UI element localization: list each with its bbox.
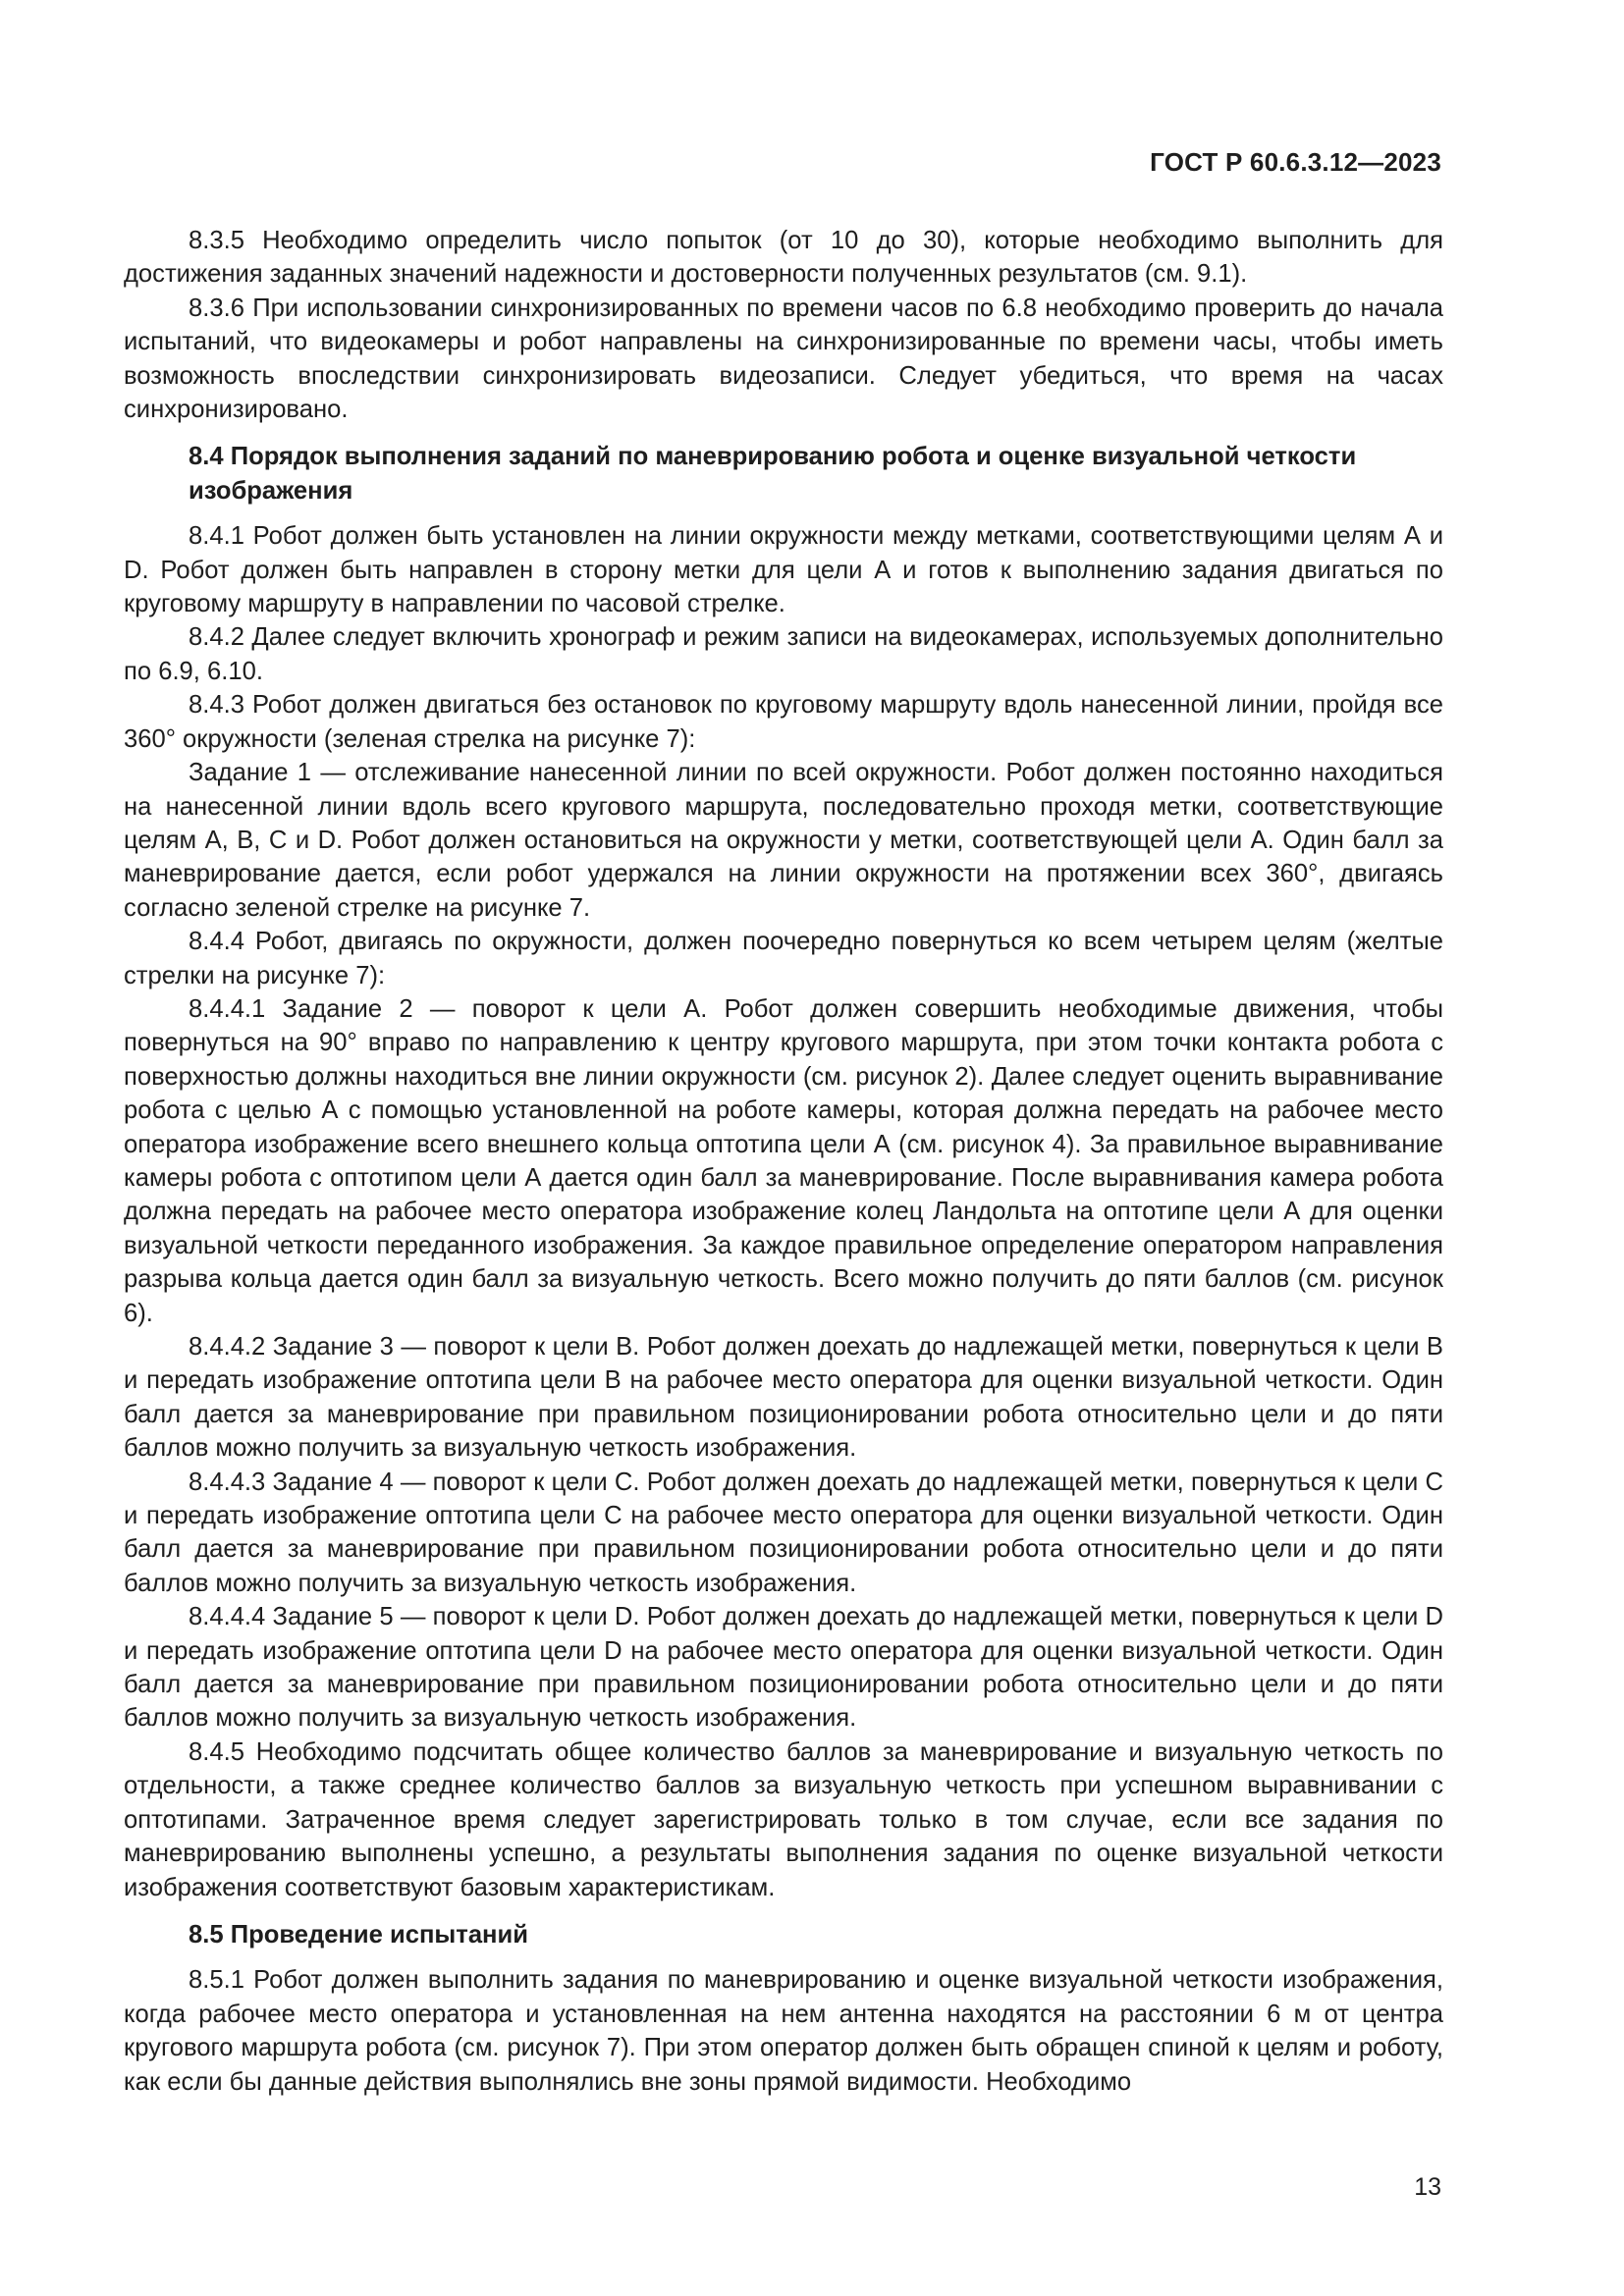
paragraph-8-4-5: 8.4.5 Необходимо подсчитать общее количество баллов за маневрирование и визуальную четкость по отдельности, а также среднее количество баллов за визуальную четкость при успешном выравнивании с оптотипами. Затраченное время следует зарегистрировать только в том случае, если все задания по маневрированию выполнены успешно, а результаты выполнения задания по оценке визуальной четкости изображения соответствуют базовым характеристикам. [124, 1737, 1443, 1901]
paragraph-8-3-5: 8.3.5 Необходимо определить число попыток (от 10 до 30), которые необходимо выполнить для достижения заданных значений надежности и достоверности полученных результатов (см. 9.1). [124, 227, 1443, 289]
document-code-header: ГОСТ Р 60.6.3.12—2023 [1150, 147, 1441, 177]
paragraph-8-4-4: 8.4.4 Робот, двигаясь по окружности, должен поочередно повернуться ко всем четырем целям (желтые стрелки на рисунке 7): [124, 928, 1443, 989]
paragraph-8-5-1: 8.5.1 Робот должен выполнить задания по маневрированию и оценке визуальной четкости изображения, когда рабочее место оператора и установленная на нем антенна находятся на расстоянии 6 м от центра кругового маршрута робота (см. рисунок 7). При этом оператор должен быть обращен спиной к целям и роботу, как если бы данные действия выполнялись вне зоны прямой видимости. Необходимо [124, 1966, 1443, 2096]
paragraph-8-4-4-2: 8.4.4.2 Задание 3 — поворот к цели В. Робот должен доехать до надлежащей метки, повернуться к цели В и передать изображение оптотипа цели В на рабочее место оператора для оценки визуальной четкости. Один балл дается за маневрирование при правильном позиционировании робота относительно цели и до пяти баллов можно получить за визуальную четкость изображения. [124, 1333, 1443, 1463]
paragraph-8-4-1: 8.4.1 Робот должен быть установлен на линии окружности между метками, соответствующими целям А и D. Робот должен быть направлен в сторону метки для цели А и готов к выполнению задания двигаться по круговому маршруту в направлении по часовой стрелке. [124, 522, 1443, 618]
section-heading-8-5: 8.5 Проведение испытаний [189, 1920, 528, 1949]
page-number: 13 [1414, 2173, 1441, 2201]
paragraph-8-3-6: 8.3.6 При использовании синхронизированных по времени часов по 6.8 необходимо проверить до начала испытаний, что видеокамеры и робот направлены на синхронизированные по времени часы, чтобы иметь возможность впоследствии синхронизировать видеозаписи. Следует убедиться, что время на часах синхронизировано. [124, 294, 1443, 424]
paragraph-8-4-4-1: 8.4.4.1 Задание 2 — поворот к цели А. Робот должен совершить необходимые движения, чтобы повернуться на 90° вправо по направлению к центру кругового маршрута, при этом точки контакта робота с поверхностью должны находиться вне линии окружности (см. рисунок 2). Далее следует оценить выравнивание робота с целью А с помощью установленной на роботе камеры, которая должна передать на рабочее место оператора изображение всего внешнего кольца оптотипа цели А (см. рисунок 4). За правильное выравнивание камеры робота с оптотипом цели А дается один балл за маневрирование. После выравнивания камера робота должна передать на рабочее место оператора изображение колец Ландольта на оптотипе цели А для оценки визуальной четкости переданного изображения. За каждое правильное определение оператором направления разрыва кольца дается один балл за визуальную четкость. Всего можно получить до пяти баллов (см. рисунок 6). [124, 994, 1443, 1327]
paragraph-8-4-3: 8.4.3 Робот должен двигаться без остановок по круговому маршруту вдоль нанесенной линии, пройдя все 360° окружности (зеленая стрелка на рисунке 7): [124, 691, 1443, 753]
paragraph-8-4-4-4: 8.4.4.4 Задание 5 — поворот к цели D. Робот должен доехать до надлежащей метки, повернуться к цели D и передать изображение оптотипа цели D на рабочее место оператора для оценки визуальной четкости. Один балл дается за маневрирование при правильном позиционировании робота относительно цели и до пяти баллов можно получить за визуальную четкость изображения. [124, 1603, 1443, 1733]
paragraph-task-1: Задание 1 — отслеживание нанесенной линии по всей окружности. Робот должен постоянно находиться на нанесенной линии вдоль всего кругового маршрута, последовательно проходя метки, соответствующие целям А, В, С и D. Робот должен остановиться на окружности у метки, соответствующей цели А. Один балл за маневрирование дается, если робот удержался на линии окружности на протяжении всех 360°, двигаясь согласно зеленой стрелке на рисунке 7. [124, 759, 1443, 922]
page-body [124, 224, 1443, 2099]
paragraph-8-4-2: 8.4.2 Далее следует включить хронограф и режим записи на видеокамерах, используемых дополнительно по 6.9, 6.10. [124, 623, 1443, 685]
section-heading-8-4: 8.4 Порядок выполнения заданий по маневрированию робота и оценке визуальной четкости изображения [189, 443, 1357, 505]
paragraph-8-4-4-3: 8.4.4.3 Задание 4 — поворот к цели С. Робот должен доехать до надлежащей метки, повернуться к цели С и передать изображение оптотипа цели С на рабочее место оператора для оценки визуальной четкости. Один балл дается за маневрирование при правильном позиционировании робота относительно цели и до пяти баллов можно получить за визуальную четкость изображения. [124, 1468, 1443, 1597]
